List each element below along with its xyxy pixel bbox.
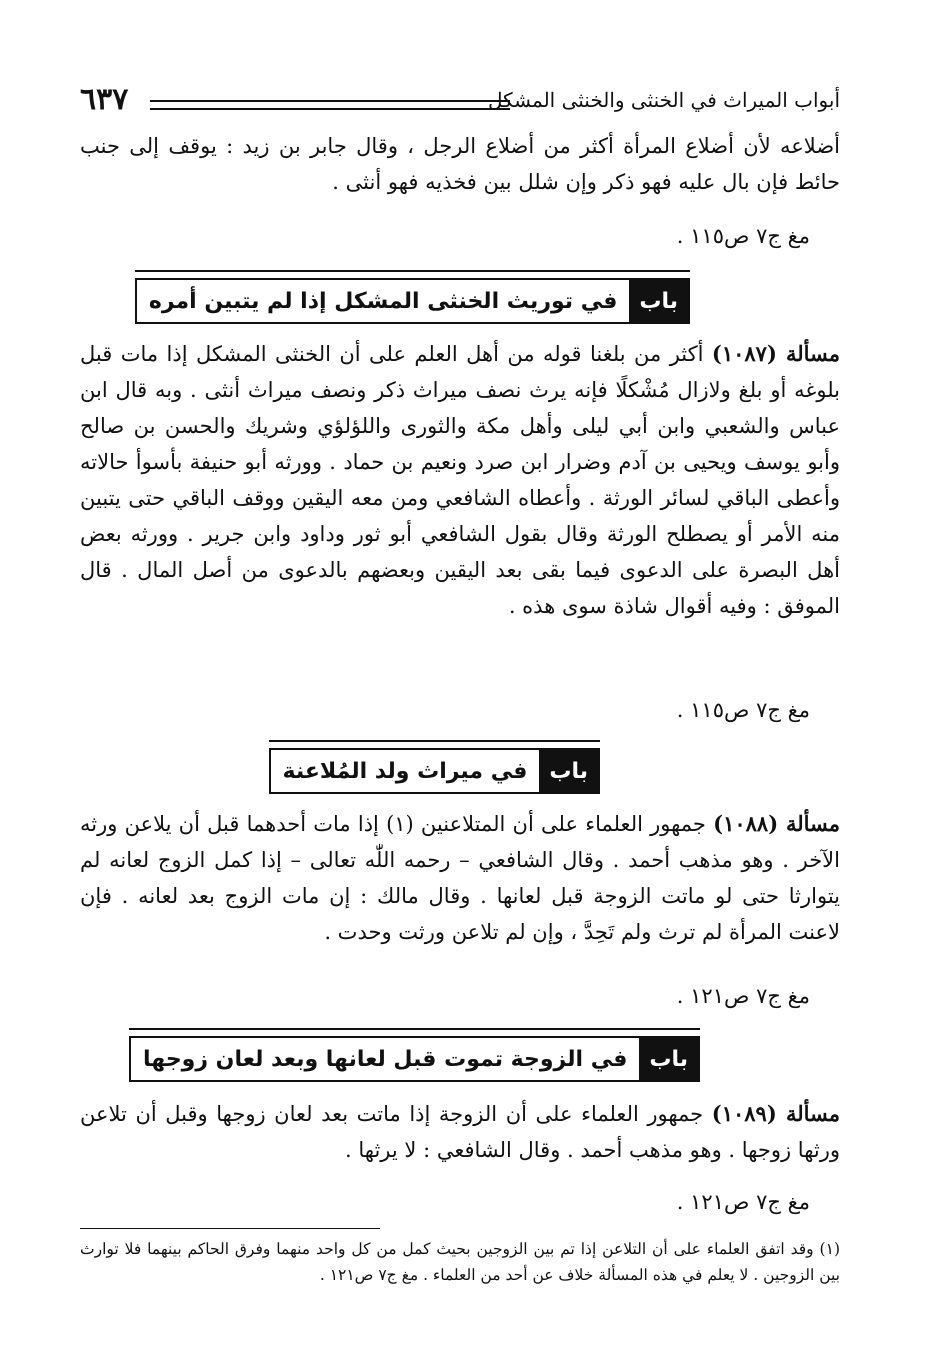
bab-label: باب xyxy=(539,750,598,792)
section-reference-2: مغ ج٧ ص١٢١ . xyxy=(676,984,810,1008)
section-reference-1: مغ ج٧ ص١١٥ . xyxy=(676,698,810,722)
book-page xyxy=(80,60,840,1320)
section-heading-3 xyxy=(129,1036,700,1082)
section-title: في الزوجة تموت قبل لعانها وبعد لعان زوجها xyxy=(143,1046,628,1072)
bab-label: باب xyxy=(629,280,688,322)
section-reference-3: مغ ج٧ ص١٢١ . xyxy=(676,1190,810,1214)
bab-label: باب xyxy=(639,1038,698,1080)
intro-reference: مغ ج٧ ص١١٥ . xyxy=(676,224,810,248)
section-heading-2 xyxy=(269,748,600,794)
page-number: ٦٣٧ xyxy=(80,82,129,117)
masala-number: مسألة (١٠٨٧) xyxy=(711,341,840,366)
footnote: (١) وقد اتفق العلماء على أن التلاعن إذا تم بين الزوجين بحيث كمل من كل واحد منهما وفرق الحاكم بينهما فلا توارث بين الزوجين . لا يعلم في هذه المسألة خلاف عن أحد من العلماء . مغ ج٧ ص١٢١ . xyxy=(80,1240,840,1284)
header-title: أبواب الميراث في الخنثى والخنثى المشكل xyxy=(487,88,840,112)
section-title: في توريث الخنثى المشكل إذا لم يتبين أمره xyxy=(148,288,618,314)
masala-text: جمهور العلماء على أن المتلاعنين (١) إذا مات أحدهما قبل أن يلاعن ورثه الآخر . وهو مذهب أحمد . وقال الشافعي – رحمه اللّٰه تعالى – إذا كمل الزوج لعانه لم يتوارثا حتى لو ماتت الزوجة قبل لعانها . وقال مالك : إن مات الزوج بعد لعانه . فإن لاعنت المرأة لم ترث ولم تَحِدَّ ، وإن لم تلاعن ورثت وحدت . xyxy=(80,812,840,944)
intro-paragraph: أضلاعه لأن أضلاع المرأة أكثر من أضلاع الرجل ، وقال جابر بن زيد : يوقف إلى جنب حائط فإن بال عليه فهو ذكر وإن شلل بين فخذيه فهو أنثى . xyxy=(80,134,840,194)
masala-paragraph-1087 xyxy=(80,336,840,624)
section-heading-1 xyxy=(135,278,690,324)
footnote-rule xyxy=(80,1228,380,1229)
running-header xyxy=(80,80,840,120)
header-rule xyxy=(150,100,510,110)
masala-paragraph-1088 xyxy=(80,806,840,950)
masala-number: مسألة (١٠٨٩) xyxy=(711,1101,840,1126)
section-title: في ميراث ولد المُلاعنة xyxy=(282,758,528,784)
masala-paragraph-1089 xyxy=(80,1096,840,1168)
masala-text: جمهور العلماء على أن الزوجة إذا ماتت بعد لعان زوجها وقبل أن تلاعن ورثها زوجها . وهو مذهب أحمد . وقال الشافعي : لا يرثها . xyxy=(80,1102,840,1162)
masala-number: مسألة (١٠٨٨) xyxy=(713,811,840,836)
masala-text: أكثر من بلغنا قوله من أهل العلم على أن الخنثى المشكل إذا مات قبل بلوغه أو بلغ ولازال مُشْكلًا فإنه يرث نصف ميراث ذكر ونصف ميراث أنثى . وبه قال ابن عباس والشعبي وابن أبي ليلى وأهل مكة والثورى واللؤلؤي وشريك والحسن بن صالح وأبو يوسف ويحيى بن آدم وضرار ابن صرد ونعيم بن حماد . وورثه أبو حنيفة بأسوأ حالاته وأعطى الباقي لسائر الورثة . وأعطاه الشافعي ومن معه اليقين ووقف الباقي حتى يتبين منه الأمر أو يصطلح الورثة وقال بقول الشافعي أبو ثور وداود وابن جرير . وورثه بعض أهل البصرة على الدعوى فيما بقى بعد اليقين وبعضهم بالدعوى من أصل المال . قال الموفق : وفيه أقوال شاذة سوى هذه . xyxy=(80,342,840,618)
